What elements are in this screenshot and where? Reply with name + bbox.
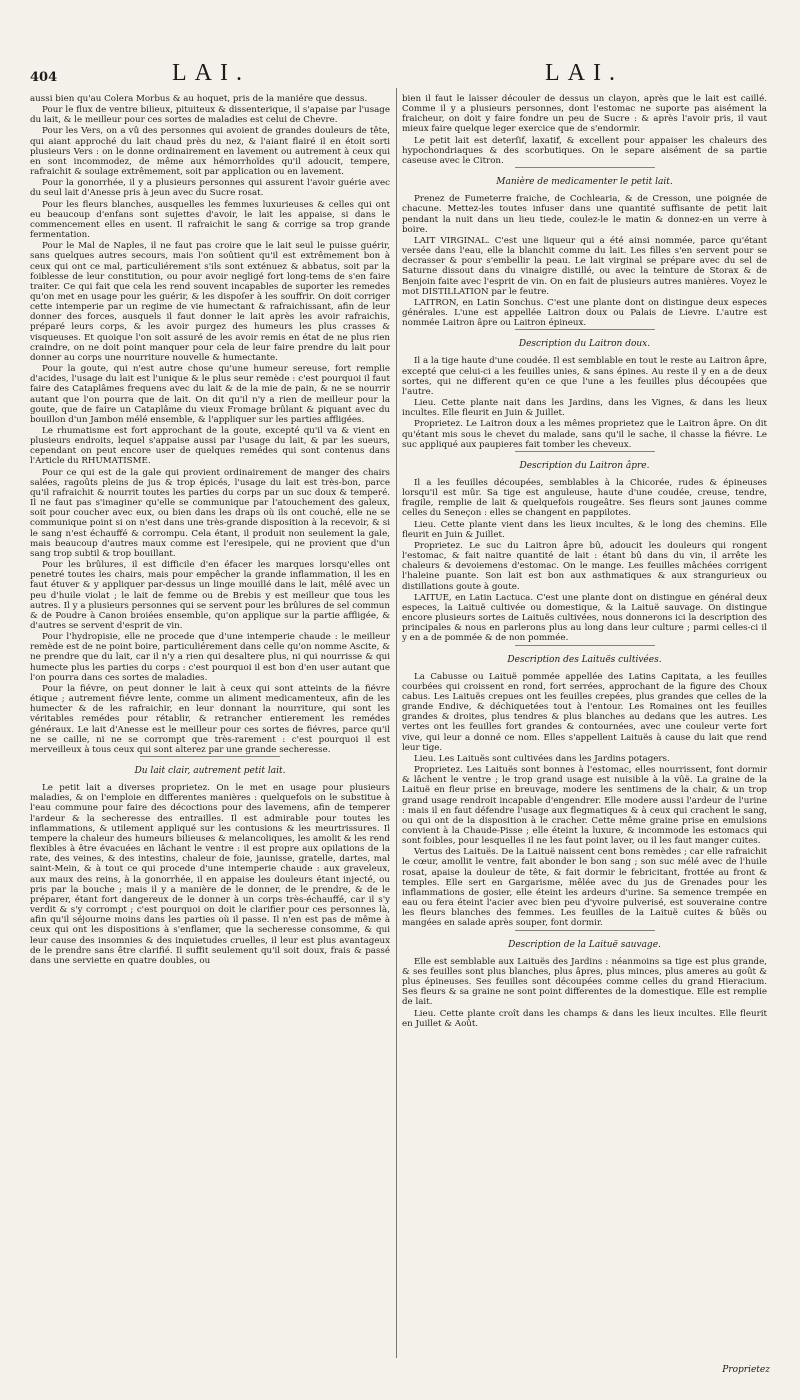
right-paragraph: bien il faut le laisser découler de dessus un clayon, après que le lait est caillé. Comme il y a plusieurs personnes, dont l'estomac ne suporte pas aisément la fraicheur, on doit y faire fondre un peu de Sucre : & après l'avoir pris, il vaut mieux faire quelque leger exercice que de s'endormir. [402, 94, 767, 135]
running-head-right: LAI. [545, 60, 623, 86]
right-paragraph: Elle est semblable aux Laituës des Jardins : néanmoins sa tige est plus grande, & ses feuilles sont plus blanches, plus âpres, plus minces, plus ameres au goût & plus épineuses. Ses feuilles sont découpées comme celles du grand Hieracium. Ses fleurs & sa graine ne sont point differentes de la domestique. Elle est remplie de lait. [402, 956, 767, 1008]
running-head-left: LAI. [172, 60, 250, 86]
left-paragraph: Pour la fiévre, on peut donner le lait à ceux qui sont atteints de la fiévre étique ; autrement fiévre lente, comme un aliment medicamenteux, afin de les humecter & de les rafraichir, en leur donnant la nourriture, qui sont les véritables remédes pour rétablir, & retrancher entierement les remédes généraux. Le lait d'Anesse est le meilleur pour ces sortes de fiévres, parce qu'il ne se caille, ni ne se corrompt que très-rarement : c'est pourquoi il est merveilleux à tous ceux qui sont alterez par une grande secheresse. [30, 683, 390, 755]
right-section-heading: Description des Laituës cultivées. [507, 654, 662, 665]
left-column [30, 94, 390, 967]
right-paragraph: Proprietez. Le suc du Laitron âpre bû, adoucit les douleurs qui rongent l'estomac, & fait naitre quantité de lait : étant bû dans du vin, il arrête les chaleurs & devoiemens d'estomac. On le mange. Les feuilles mâchées corrigent l'haleine puante. Son lait est bon aux asthmatiques & aux strangurieux ou distillations goute à goute. [402, 540, 767, 592]
right-paragraph: La Cabusse ou Laituë pommée appellée des Latins Capitata, a les feuilles courbées qui croissent en rond, fort serrées, approchant de la figure des Choux cabus. Les Laituës crepues ont les feuilles crepées, plus grandes que celles de la grande Endive, & déchiquetées tout à l'entour. Les Romaines ont les feuilles grandes & droites, plus tendres & plus blanches au dedans que les autres. Les vertes ont les feuilles fort grandes & contournées, avec une couleur verte fort vive, qui leur a donné ce nom. Elles s'appellent Laituës à cause du lait que rend leur tige. [402, 671, 767, 753]
left-paragraph: aussi bien qu'au Colera Morbus & au hoquet, pris de la maniére que dessus. [30, 94, 368, 104]
right-paragraph: Proprietez. Les Laituës sont bonnes à l'estomac, elles nourrissent, font dormir & lâchent le ventre ; le trop grand usage est nuisible à la vûë. La graine de la Laituë en fleur prise en breuvage, modere les sentimens de la chair, & un trop grand usage rendroit incapable d'engendrer. Elle modere aussi l'ardeur de l'urine : mais il en faut défendre l'usage aux flegmatiques & à ceux qui crachent le sang, ou qui ont de la disposition à le cracher. Cette même graine prise en emulsions convient à la Chaude-Pisse ; elle éteint la luxure, & incommode les estomacs qui sont foibles, pour lesquelles il ne les faut point laver, ou il les faut manger cuites. [402, 765, 767, 847]
left-paragraph: Pour le Mal de Naples, il ne faut pas croire que le lait seul le puisse guérir, sans quelques autres secours, mais l'on soûtient qu'il est extrêmement bon à ceux qui ont ce mal, particuliérement s'ils sont exténuez & abbatus, soit par la foiblesse de leur constitution, ou pour avoir negligé fort long-tems de s'en faire traiter. Ce qui fait que cela les rend souvent incapables de suporter les remedes qu'on met en usage pour les guérir, & les dispoſer à les souffrir. On doit corriger cette intemperie par un regime de vie humectant & rafraichissant, afin de leur donner des forces, ausquels il faut donner le lait après les avoir rafraichis, préparé leurs corps, & les avoir purgez des humeurs les plus crasses & visqueuses. Et quoique l'on soit assuré de les avoir remis en état de ne plus rien craindre, on ne doit point manquer pour cela de leur faire prendre du lait pour donner au corps une nourriture nouvelle & humectante. [30, 241, 390, 363]
right-paragraph: Lieu. Cette plante vient dans les lieux incultes, & le long des chemins. Elle fleurit en Juin & Juillet. [402, 519, 767, 540]
right-paragraph: LAITRON, en Latin Sonchus. C'est une plante dont on distingue deux especes générales. L'une est appellée Laitron doux ou Palais de Lievre. L'autre est nommée Laitron âpre ou Laitron épineux. [402, 297, 767, 329]
catchword: Proprietez [722, 1365, 770, 1375]
right-section-heading: Manière de medicamenter le petit lait. [496, 177, 673, 188]
page-number: 404 [30, 70, 58, 85]
right-section-heading: Description de la Laituë sauvage. [508, 939, 661, 950]
left-paragraph: Pour l'hydropisie, elle ne procede que d'une intemperie chaude : le meilleur remède est de ne point boire, particuliérement dans celle qu'on nomme Ascite, & ne prendre que du lait, car il n'y a rien qui desaltere plus, ni qui nourrisse & qui humecte plus les parties du corps : c'est pourquoi il est bon d'en user autant que l'on pourra dans ces sortes de maladies. [30, 632, 390, 683]
right-paragraph: Il a la tige haute d'une coudée. Il est semblable en tout le reste au Laitron âpre, excepté que celui-ci a les feuilles unies, & sans épines. Au reste il y en a de deux sortes, qui ne different qu'en ce que l'une a les feuilles plus découpées que l'autre. [402, 356, 767, 397]
left-paragraph: Le rhumatisme est fort approchant de la goute, excepté qu'il va & vient en plusieurs endroits, lequel s'appaise aussi par l'usage du lait, & par les sueurs, cependant on peut encore user de quelques remédes qui sont contenus dans l'Article du RHUMATISME. [30, 426, 390, 467]
left-section-heading: Du lait clair, autrement petit lait. [134, 766, 286, 776]
right-paragraph: Le petit lait est deterſif, laxatif, & excellent pour appaiser les chaleurs des hypochondriaques & des scorbutiques. On le separe aisément de sa partie caseuse avec le Citron. [402, 135, 767, 166]
section-rule [515, 451, 655, 452]
left-paragraph: Pour les brûlures, il est difficile d'en éfacer les marques lorsqu'elles ont penetré toutes les chairs, mais pour empêcher la grande inflammation, il les en faut étuver & y appliquer par-dessus un linge mouillé dans le lait, mêlé avec un peu d'huile violat ; le lait de femme ou de Brebis y est meilleur que tous les autres. Il y a plusieurs personnes qui se servent pour les brûlures de sel commun & de Poudre à Canon broiées ensemble, qu'on applique sur la partie affligée, & d'autres se servent d'esprit de vin. [30, 560, 390, 631]
section-rule [140, 756, 280, 757]
right-section-heading: Description du Laitron doux. [518, 339, 651, 350]
right-paragraph: LAITUE, en Latin Lactuca. C'est une plante dont on distingue en général deux especes, la Laituë cultivée ou domestique, & la Laituë sauvage. On distingue encore plusieurs sortes de Laituës cultivées, nous donnerons ici la description des principales & nous en parlerons plus au long dans leur culture ; parmi celles-ci il y en a de pommée & de non pommée. [402, 592, 767, 644]
section-rule [515, 167, 655, 168]
right-column [402, 94, 767, 1030]
right-paragraph: LAIT VIRGINAL. C'est une liqueur qui a été ainsi nommée, parce qu'étant versée dans l'eau, elle la blanchit comme du lait. Les filles s'en servent pour se decrasser & pour s'embellir la peau. Le lait virginal se prépare avec du sel de Saturne dissout dans du vinaigre distillé, ou avec la teinture de Storax & de Benjoin faite avec l'esprit de vin. On en fait de plusieurs autres manières. Voyez le mot DISTILLATION par le feutre. [402, 235, 767, 297]
column-divider [396, 88, 397, 1358]
right-paragraph: Lieu. Cette plante croît dans les champs & dans les lieux incultes. Elle fleurit en Juillet & Août. [402, 1008, 767, 1029]
right-paragraph: Lieu. Les Laituës sont cultivées dans les Jardins potagers. [414, 753, 670, 764]
left-paragraph: Pour le flux de ventre bilieux, pituiteux & dissenterique, il s'apaise par l'usage du lait, & le meilleur pour ces sortes de maladies est celui de Chevre. [30, 105, 390, 126]
right-paragraph: Il a les feuilles découpées, semblables à la Chicorée, rudes & épineuses lorsqu'il est mûr. Sa tige est anguleuse, haute d'une coudée, creuse, tendre, fragile, remplie de lait & quelquefois rougeâtre. Ses fleurs sont jaunes comme celles du Seneçon : elles se changent en pappilotes. [402, 478, 767, 519]
right-section-heading: Description du Laitron âpre. [519, 460, 650, 471]
left-paragraph: Pour les Vers, on a vû des personnes qui avoient de grandes douleurs de tête, qui aiant approché du lait chaud près du nez, & l'aiant flairé il en étoit sorti plusieurs Vers : on le donne ordinairement en lavement ou autrement à ceux qui en sont incommodez, de même aux hémorrhoïdes qu'il adoucit, tempere, rafraichit & soulage extrêmement, soit par application ou en lavement. [30, 126, 390, 178]
section-rule [515, 930, 655, 931]
right-paragraph: Vertus des Laituës. De la Laituë naissent cent bons remèdes ; car elle rafraichit le cœur, amollit le ventre, fait abonder le bon sang ; son suc mélé avec de l'huile rosat, apaise la douleur de tête, & fait dormir le febricitant, frottée au front & temples. Elle sert en Gargarisme, mêlée avec du jus de Grenades pour les inflammations de gosier, elle éteint les ardeurs d'urine. Sa semence trempée en eau ou fera éteint l'acier avec bien peu d'yvoire pulverisé, est souveraine contre les fleurs blanches des femmes. Les feuilles de la Laituë cuites & bûës ou mangées en salade après souper, font dormir. [402, 847, 767, 929]
left-paragraph: Pour les fleurs blanches, ausquelles les femmes luxurieuses & celles qui ont eu beaucoup d'enfans sont sujettes d'avoir, le lait les appaise, si dans le commencement elles en usent. Il rafraichit le sang & corrige sa trop grande fermentation. [30, 199, 390, 241]
section-rule [515, 329, 655, 330]
right-paragraph: Proprietez. Le Laitron doux a les mêmes proprietez que le Laitron âpre. On dit qu'étant mis sous le chevet du malade, sans qu'il le sache, il chasse la fiévre. Le suc appliqué aux paupieres fait tomber les cheveux. [402, 419, 767, 450]
right-paragraph: Lieu. Cette plante nait dans les Jardins, dans les Vignes, & dans les lieux incultes. Elle fleurit en Juin & Juillet. [402, 398, 767, 419]
left-paragraph: Le petit lait a diverses proprietez. On le met en usage pour plusieurs maladies, & on l'emploie en differentes manières : quelquefois on le substitue à l'eau commune pour faire des décoctions pour des lavemens, afin de temperer l'ardeur & la secheresse des entrailles. Il est admirable pour toutes les inflammations, & utilement appliqué sur les contusions & les meurtrissures. Il tempere la chaleur des humeurs bilieuses & melancoliques, les amolit & les rend flexibles à être évacuées en lâchant le ventre : il est propre aux opilations de la rate, des veines, & des intestins, chaleur de foie, jaunisse, gratelle, dartes, mal saint-Mein, & à tout ce qui procede d'une intemperie chaude : aux graveleux, aux maux des reins, à la gonorrhée, il en appaise les douleurs étant injecté, ou pris par la bouche ; mais il y a manière de le donner, de le prendre, & de le préparer, étant fort dangereux de le donner à un corps très-échauffé, car il s'y verdit & s'y corrompt ; c'est pourquoi on doit le clarifier pour ces personnes là, afin qu'il séjourne moins dans les parties où il passe. Il n'en est pas de même à ceux qui ont les dispositions à s'enflamer, que la secheresse consomme, & qui leur cause des insomnies & des inquietudes cruelles, il leur est plus avantageux de le prendre sans être clarifié. Il suffit seulement qu'il soit doux, frais & passé dans une serviette en quatre doubles, ou [30, 783, 390, 966]
right-paragraph: Prenez de Fumeterre fraiche, de Cochlearia, & de Cresson, une poignée de chacune. Mettez-les toutes infuser dans une quantité suffisante de petit lait pendant la nuit dans un lieu tiede, coulez-le le matin & donnez-en un verre à boire. [402, 194, 767, 235]
left-paragraph: Pour la gonorrhée, il y a plusieurs personnes qui assurent l'avoir guérie avec du seul lait d'Anesse pris à jeun avec du Sucre rosat. [30, 178, 390, 199]
left-paragraph: Pour la goute, qui n'est autre chose qu'une humeur sereuse, fort remplie d'acides, l'usage du lait est l'unique & le plus seur remède : c'est pourquoi il faut faire des Cataplâmes frequens avec du lait & de la mie de pain, & ne se nourrir autant que l'on pourra que de lait. On dit qu'il n'y a rien de meilleur pour la goute, que de faire un Cataplâme du vieux Fromage brûlant & piquant avec du bouillon d'un Jambon mélé ensemble, & l'appliquer sur les parties affligées. [30, 364, 390, 425]
left-paragraph: Pour ce qui est de la gale qui provient ordinairement de manger des chairs salées, ragoûts pleins de jus & trop épicés, l'usage du lait est très-bon, parce qu'il rafraichit & nourrit toutes les parties du corps par un suc doux & temperé. Il ne faut pas s'imaginer qu'elle se communique par l'atouchement des galeux, soit pour coucher avec eux, ou bien dans les draps où ils ont couché, elle ne se communique point si on n'est dans une très-grande disposition à la recevoir, & si le sang n'est échauffé & corrompu. Cela étant, il produit non seulement la gale, mais beaucoup d'autres maux comme est l'eresipele, qui ne provient que d'un sang trop subtil & trop bouillant. [30, 467, 390, 559]
section-rule [515, 645, 655, 646]
